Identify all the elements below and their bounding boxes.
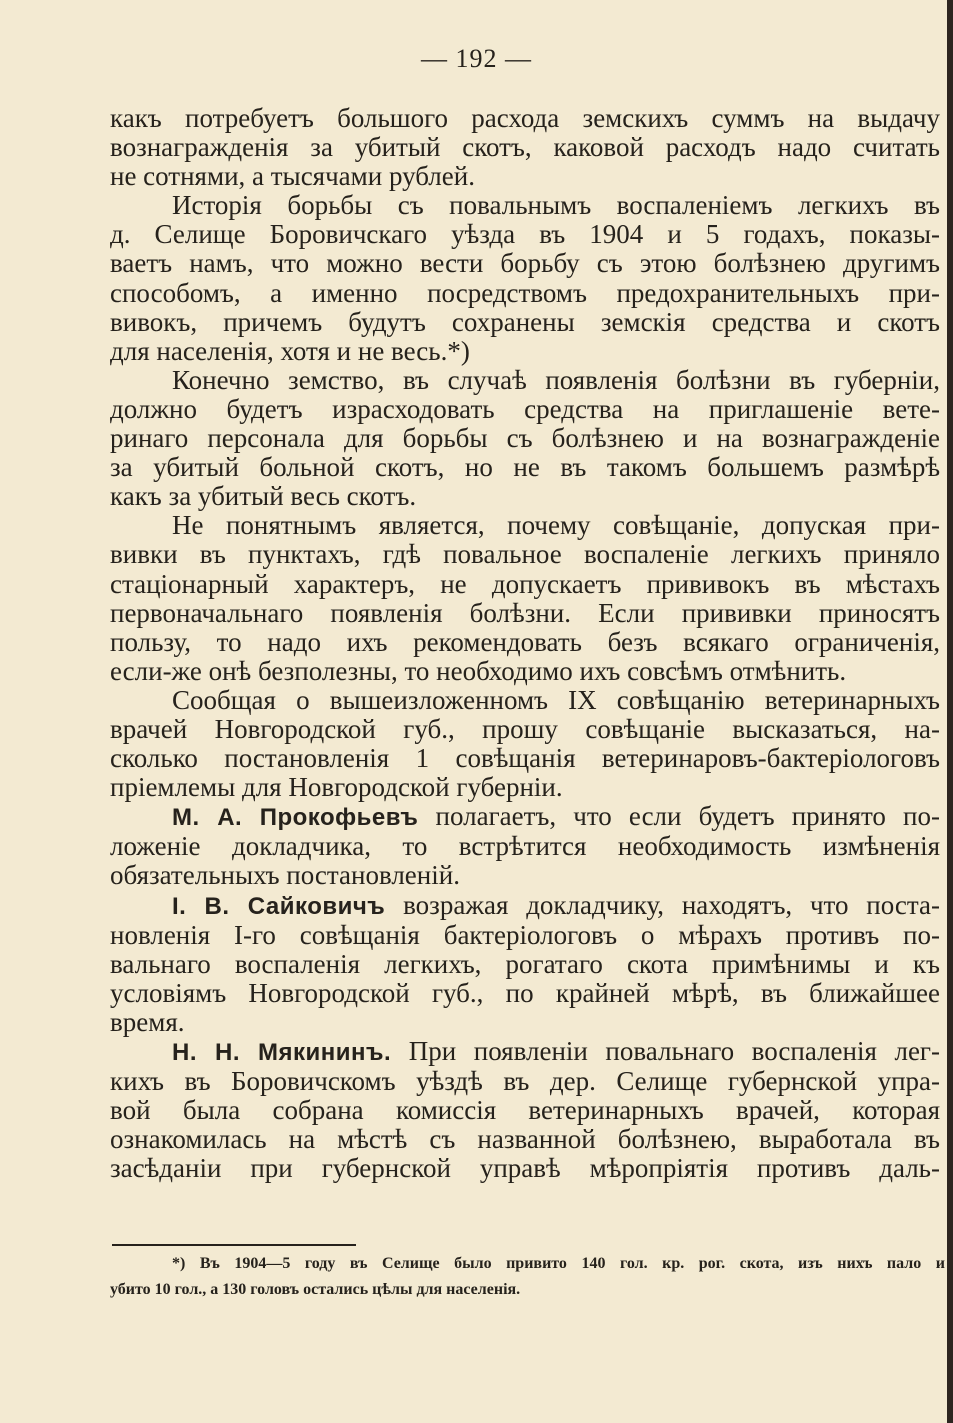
line-text: Не понятнымъ является, почему совѣщаніе, допуская при- xyxy=(172,510,940,541)
line-text: за убитый больной скотъ, но не въ такомъ большемъ размѣрѣ xyxy=(110,452,940,483)
line-text: врачей Новгородской губ., прошу совѣщаніе высказаться, на- xyxy=(110,713,940,744)
line-text: засѣданіи при губернской управѣ мѣропріятія противъ даль- xyxy=(110,1153,940,1184)
footnote-rule xyxy=(112,1244,356,1246)
line-text: ваетъ намъ, что можно вести борьбу съ этою болѣзнею другимъ xyxy=(110,248,940,279)
text-line xyxy=(110,628,940,657)
text-line xyxy=(110,133,940,162)
footnote-line: *) Въ 1904—5 году въ Селище было привито 140 гол. кр. рог. скота, изъ нихъ пало и xyxy=(172,1255,945,1272)
line-text: вивки въ пунктахъ, гдѣ повальное воспаленіе легкихъ приняло xyxy=(110,539,940,570)
text-line xyxy=(110,657,940,686)
speaker-name: М. А. Прокофьевъ xyxy=(172,804,419,832)
line-text: кихъ въ Боровичскомъ уѣздѣ въ дер. Селище губернской упра- xyxy=(110,1066,940,1097)
text-line xyxy=(110,744,940,773)
text-line xyxy=(110,832,940,861)
text-line xyxy=(110,191,940,220)
line-text: ознакомилась на мѣстѣ съ названной болѣзнею, выработала въ xyxy=(110,1124,940,1155)
line-text: какъ потребуетъ большого расхода земскихъ суммъ на выдачу xyxy=(110,103,940,133)
text-line xyxy=(110,279,940,308)
text-line xyxy=(110,453,940,482)
text-line xyxy=(110,511,940,540)
text-line xyxy=(110,773,940,802)
line-text: способомъ, а именно посредствомъ предохранительныхъ при- xyxy=(110,277,940,308)
text-line xyxy=(110,1096,940,1125)
line-text: вальнаго воспаленія легкихъ, рогатаго скота примѣнимы и къ xyxy=(110,948,940,979)
line-text: пользу, то надо ихъ рекомендовать безъ всякаго ограниченія, xyxy=(110,626,940,657)
text-line xyxy=(110,950,940,979)
line-text: новленія I-го совѣщанія бактеріологовъ о мѣрахъ противъ по- xyxy=(110,919,940,950)
line-text: вивокъ, причемъ будутъ сохранены земскія средства и скотъ xyxy=(110,306,940,337)
line-text: стаціонарный характеръ, не допускаетъ прививокъ въ мѣстахъ xyxy=(110,568,940,599)
text-line xyxy=(110,249,940,278)
text-line xyxy=(110,921,940,950)
line-text: д. Селище Боровичскаго уѣзда въ 1904 и 5 годахъ, показы- xyxy=(110,219,940,250)
text-line xyxy=(110,802,940,832)
line-text: не сотнями, а тысячами рублей. xyxy=(110,161,475,192)
text-line xyxy=(110,540,940,569)
line-text: полагаетъ, что если будетъ принято по- xyxy=(418,801,940,832)
text-line xyxy=(110,482,940,511)
footnote xyxy=(110,1251,945,1303)
line-text: Исторія борьбы съ повальнымъ воспаленіемъ легкихъ въ xyxy=(172,190,940,221)
text-line xyxy=(110,715,940,744)
line-text: время. xyxy=(110,1006,185,1037)
line-text: Сообщая о вышеизложенномъ IX совѣщанію ветеринарныхъ xyxy=(172,684,940,715)
line-text: если-же онѣ безполезны, то необходимо ихъ совсѣмъ отмѣнить. xyxy=(110,655,847,686)
text-line xyxy=(110,337,940,366)
line-text: возражая докладчику, находятъ, что поста- xyxy=(385,889,940,920)
body-text xyxy=(110,104,940,1183)
line-text: ложеніе докладчика, то встрѣтится необходимость измѣненія xyxy=(110,831,940,862)
footnote-line: убито 10 гол., а 130 головъ остались цѣлы для населенія. xyxy=(110,1281,521,1298)
speaker-name: Н. Н. Мякининъ. xyxy=(172,1039,392,1066)
text-line xyxy=(110,570,940,599)
line-text: ринаго персонала для борьбы съ болѣзнею и на вознагражденіе xyxy=(110,423,940,454)
text-line xyxy=(110,395,940,424)
text-line xyxy=(110,1008,940,1037)
speaker-name: I. В. Сайковичъ xyxy=(172,892,386,920)
line-text: При появленіи повальнаго воспаленія лег- xyxy=(391,1036,940,1066)
text-line xyxy=(110,162,940,191)
line-text: вознагражденія за убитый скотъ, каковой расходъ надо считать xyxy=(110,132,940,163)
text-line xyxy=(110,599,940,628)
line-text: должно будетъ израсходовать средства на приглашеніе вете- xyxy=(110,393,940,424)
line-text: какъ за убитый весь скотъ. xyxy=(110,481,417,512)
text-line xyxy=(110,1037,940,1067)
line-text: обязательныхъ постановленій. xyxy=(110,860,460,891)
text-line xyxy=(110,979,940,1008)
text-line xyxy=(110,1125,940,1154)
text-line xyxy=(110,861,940,890)
line-text: для населенія, хотя и не весь.*) xyxy=(110,335,470,366)
line-text: условіямъ Новгородской губ., по крайней мѣрѣ, въ ближайшее xyxy=(110,977,940,1008)
line-text: вой была собрана комиссія ветеринарныхъ врачей, которая xyxy=(110,1095,940,1126)
text-line xyxy=(110,308,940,337)
text-line xyxy=(110,104,940,133)
text-line xyxy=(110,424,940,453)
line-text: первоначальнаго появленія болѣзни. Если прививки приносятъ xyxy=(110,597,940,628)
text-line xyxy=(110,1154,940,1183)
text-line xyxy=(110,891,940,921)
text-line xyxy=(110,220,940,249)
page-edge xyxy=(947,0,953,1423)
text-line xyxy=(110,686,940,715)
line-text: Конечно земство, въ случаѣ появленія болѣзни въ губерніи, xyxy=(172,364,940,395)
line-text: сколько постановленія 1 совѣщанія ветеринаровъ-бактеріологовъ xyxy=(110,743,940,774)
line-text: пріемлемы для Новгородской губерніи. xyxy=(110,772,563,803)
page-number: — 192 — xyxy=(421,44,532,73)
text-line xyxy=(110,1067,940,1096)
text-line xyxy=(110,366,940,395)
